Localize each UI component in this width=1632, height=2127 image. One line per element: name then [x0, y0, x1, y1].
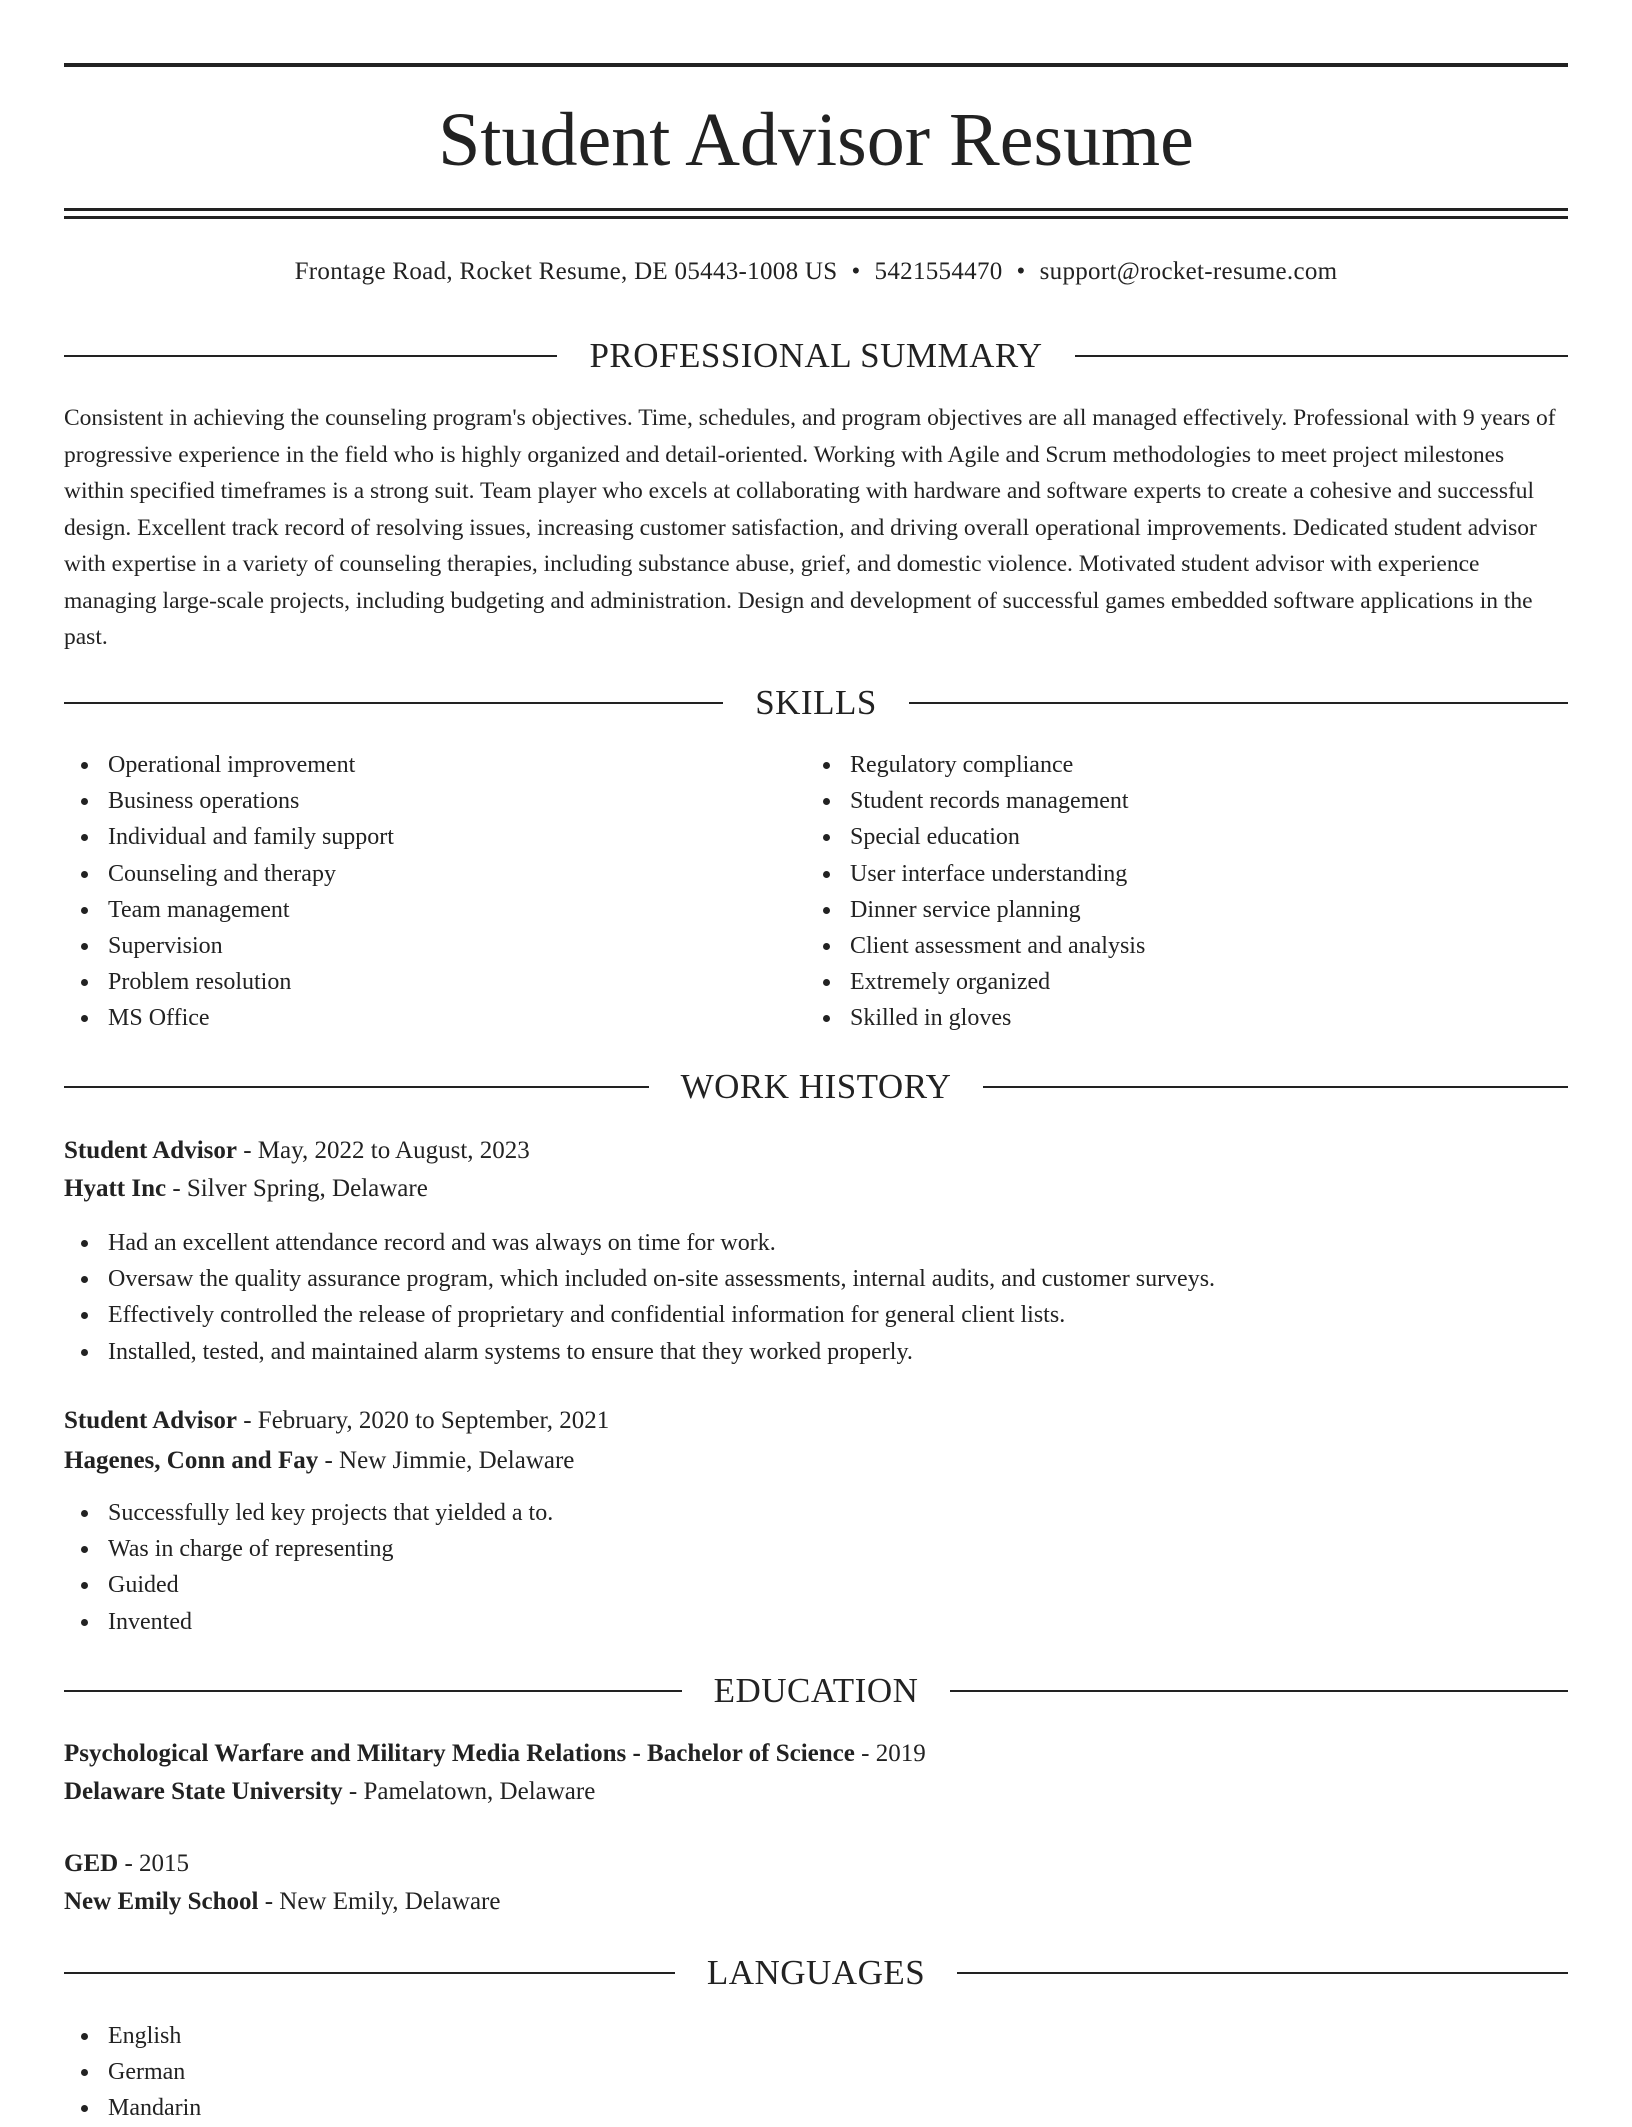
education-year: - 2015	[118, 1850, 190, 1877]
languages-list	[64, 2018, 1568, 2127]
education-degree-line	[64, 1736, 926, 1772]
list-item: Mandarin	[64, 2090, 1568, 2126]
education-school: Delaware State University	[64, 1778, 343, 1805]
heading-rule	[909, 702, 1568, 704]
contact-separator: •	[851, 258, 861, 285]
list-item: Successfully led key projects that yielded a to.	[64, 1495, 1568, 1531]
heading-rule	[957, 1972, 1568, 1974]
list-item: Invented	[64, 1604, 1568, 1640]
education-school: New Emily School	[64, 1888, 259, 1915]
contact-email: support@rocket-resume.com	[1039, 258, 1338, 285]
job-dates: - May, 2022 to August, 2023	[236, 1137, 530, 1164]
list-item: Business operations	[64, 783, 784, 819]
job-bullets	[64, 1495, 1568, 1640]
list-item: Individual and family support	[64, 819, 784, 855]
skills-list-left	[64, 747, 784, 1037]
list-item: MS Office	[64, 1000, 784, 1036]
section-label: WORK HISTORY	[680, 1067, 952, 1106]
list-item: Supervision	[64, 928, 784, 964]
list-item: Problem resolution	[64, 964, 784, 1000]
education-year: - 2019	[854, 1740, 926, 1767]
job-bullets	[64, 1225, 1568, 1370]
job-company: Hagenes, Conn and Fay	[64, 1447, 319, 1474]
heading-rule	[64, 1086, 649, 1088]
header-bottom-rule-second	[64, 216, 1568, 219]
section-label: SKILLS	[755, 683, 877, 722]
list-item: Regulatory compliance	[806, 747, 1526, 783]
section-heading-summary	[64, 334, 1568, 378]
education-degree: Psychological Warfare and Military Media Relations - Bachelor of Science	[64, 1740, 855, 1767]
heading-rule	[64, 355, 557, 357]
header-top-rule	[64, 63, 1568, 67]
education-degree-line	[64, 1846, 189, 1882]
list-item: Effectively controlled the release of proprietary and confidential information for general client lists.	[64, 1297, 1568, 1333]
list-item: Was in charge of representing	[64, 1531, 1568, 1567]
heading-rule	[64, 1972, 675, 1974]
list-item: Student records management	[806, 783, 1526, 819]
list-item: Dinner service planning	[806, 892, 1526, 928]
list-item: Operational improvement	[64, 747, 784, 783]
section-label: LANGUAGES	[706, 1953, 926, 1992]
job-title: Student Advisor	[64, 1407, 237, 1434]
list-item: User interface understanding	[806, 856, 1526, 892]
section-heading-education	[64, 1669, 1568, 1713]
job-dates: - February, 2020 to September, 2021	[236, 1407, 610, 1434]
education-school-line	[64, 1884, 500, 1920]
contact-phone: 5421554470	[874, 258, 1003, 285]
job-title: Student Advisor	[64, 1137, 237, 1164]
section-label: EDUCATION	[713, 1671, 919, 1710]
heading-rule	[1075, 355, 1568, 357]
contact-address: Frontage Road, Rocket Resume, DE 05443-1008 US	[294, 258, 838, 285]
list-item: Client assessment and analysis	[806, 928, 1526, 964]
heading-rule	[983, 1086, 1568, 1088]
list-item: Oversaw the quality assurance program, which included on-site assessments, internal audits, and customer surveys.	[64, 1261, 1568, 1297]
header-bottom-rule	[64, 208, 1568, 211]
skills-list-right	[806, 747, 1526, 1037]
page-title: Student Advisor Resume	[438, 98, 1194, 182]
list-item: Skilled in gloves	[806, 1000, 1526, 1036]
list-item: Counseling and therapy	[64, 856, 784, 892]
section-label: PROFESSIONAL SUMMARY	[589, 336, 1043, 375]
job-company-line	[64, 1443, 574, 1479]
job-title-line	[64, 1403, 609, 1439]
list-item: Special education	[806, 819, 1526, 855]
contact-line	[64, 255, 1568, 289]
job-company-line	[64, 1171, 428, 1207]
section-heading-work-history	[64, 1065, 1568, 1109]
list-item: German	[64, 2054, 1568, 2090]
contact-separator: •	[1016, 258, 1026, 285]
list-item: Installed, tested, and maintained alarm systems to ensure that they worked properly.	[64, 1334, 1568, 1370]
list-item: Team management	[64, 892, 784, 928]
job-company: Hyatt Inc	[64, 1175, 167, 1202]
education-degree: GED	[64, 1850, 119, 1877]
heading-rule	[64, 1690, 682, 1692]
education-location: - New Emily, Delaware	[258, 1888, 501, 1915]
list-item: English	[64, 2018, 1568, 2054]
education-location: - Pamelatown, Delaware	[342, 1778, 596, 1805]
job-location: - New Jimmie, Delaware	[318, 1447, 575, 1474]
job-title-line	[64, 1133, 530, 1169]
list-item: Guided	[64, 1567, 1568, 1603]
education-school-line	[64, 1774, 595, 1810]
heading-rule	[64, 702, 723, 704]
section-heading-skills	[64, 681, 1568, 725]
summary-text: Consistent in achieving the counseling program's objectives. Time, schedules, and program objectives are all managed effectively. Professional with 9 years of progressive experience in the field who is highly organized and detail-oriented. Working with Agile and Scrum methodologies to meet project milestones within specified timeframes is a strong suit. Team player who excels at collaborating with hardware and software experts to create a cohesive and successful design. Excellent track record of resolving issues, increasing customer satisfaction, and driving overall operational improvements. Dedicated student advisor with expertise in a variety of counseling therapies, including substance abuse, grief, and domestic violence. Motivated student advisor with experience managing large-scale projects, including budgeting and administration. Design and development of successful games embedded software applications in the past.	[64, 405, 1556, 650]
job-location: - Silver Spring, Delaware	[166, 1175, 428, 1202]
list-item: Had an excellent attendance record and was always on time for work.	[64, 1225, 1568, 1261]
heading-rule	[950, 1690, 1568, 1692]
list-item: Extremely organized	[806, 964, 1526, 1000]
section-heading-languages	[64, 1951, 1568, 1995]
